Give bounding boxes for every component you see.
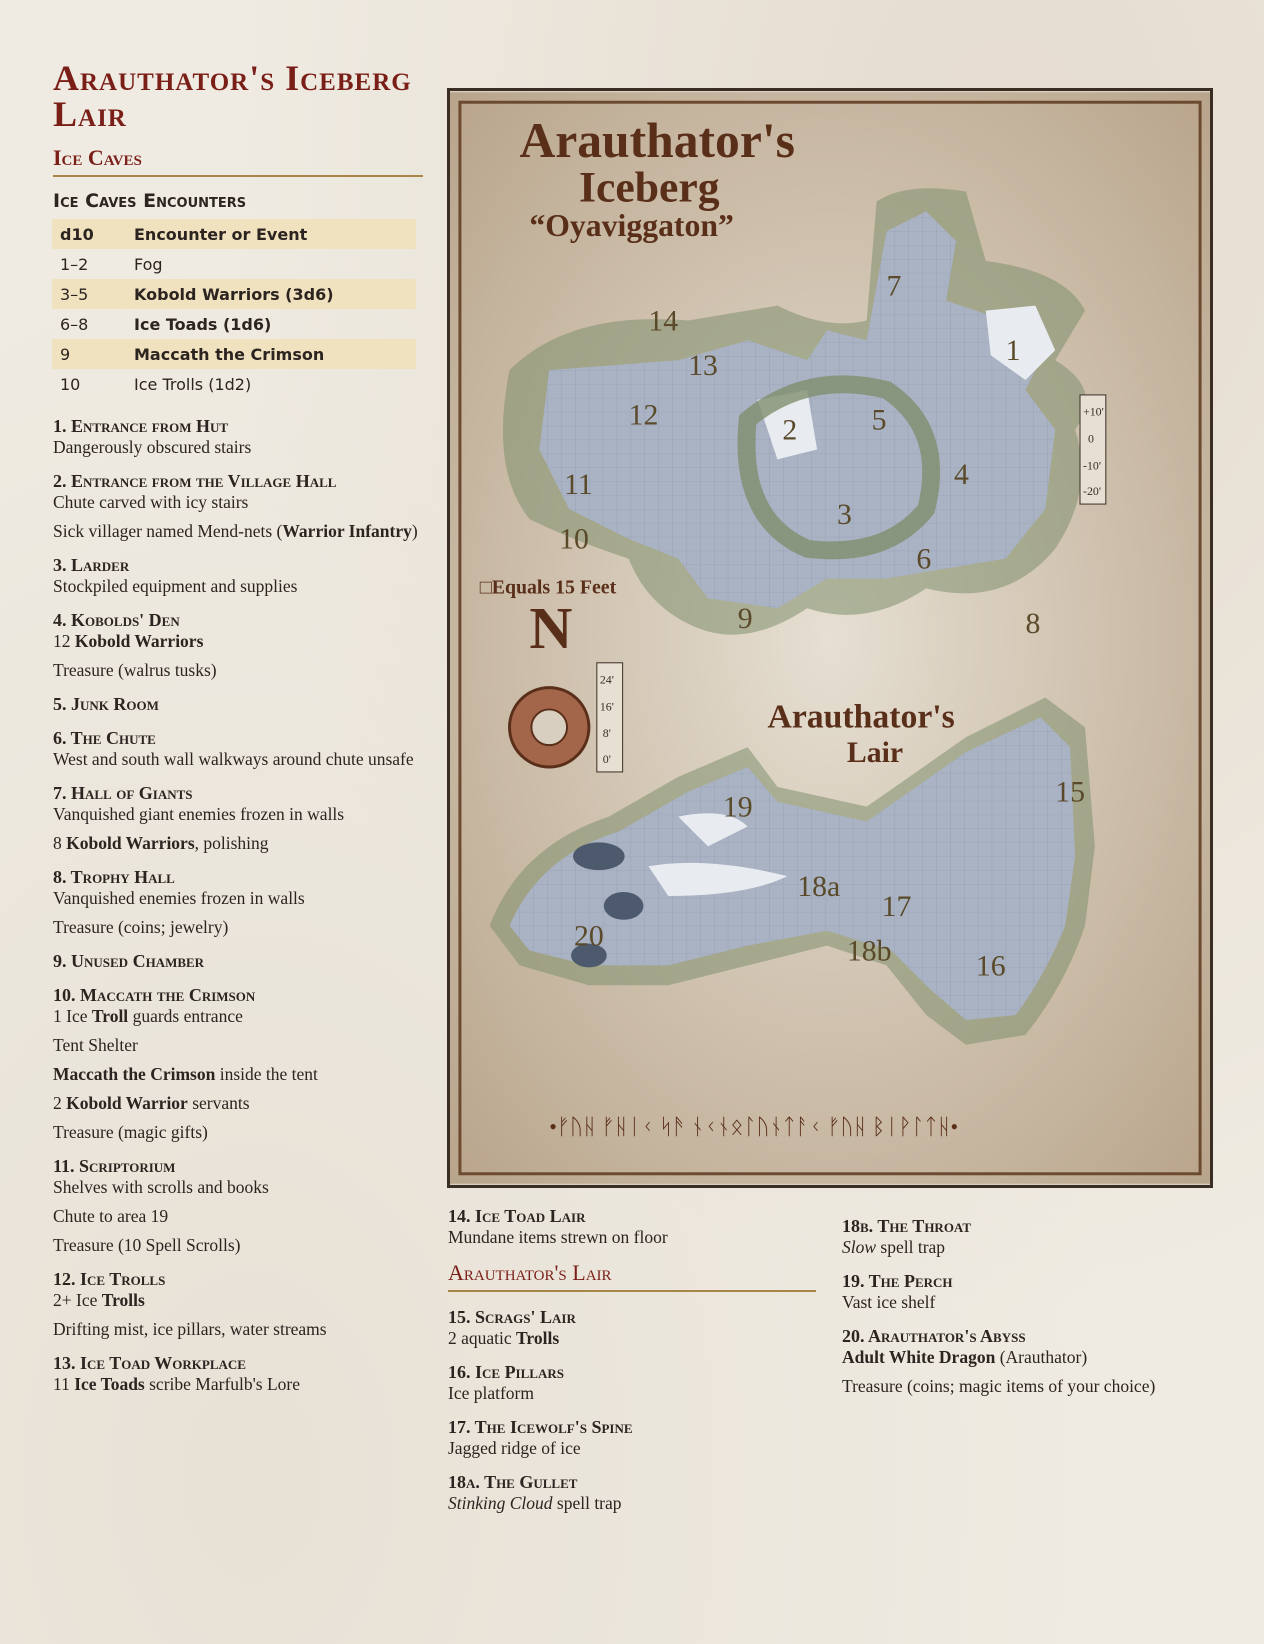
area-entry	[53, 415, 433, 458]
text-run: inside the tent	[215, 1064, 318, 1084]
area-heading: 18a. The Gullet	[448, 1472, 578, 1492]
table-header-row	[52, 219, 416, 249]
room-label: 20	[574, 919, 604, 953]
area-heading: 14. Ice Toad Lair	[448, 1206, 586, 1226]
room-label: 1	[1005, 334, 1021, 368]
area-heading: 11. Scriptorium	[53, 1156, 176, 1176]
area-detail	[53, 833, 433, 854]
area-entry	[53, 984, 433, 1143]
area-heading: 1. Entrance from Hut	[53, 416, 229, 436]
room-label: 14	[648, 304, 679, 338]
text-run: Chute to area 19	[53, 1206, 169, 1226]
area-entry	[53, 1268, 433, 1340]
lair-label-2: Lair	[846, 736, 904, 770]
room-label: 5	[871, 403, 887, 437]
area-detail	[53, 521, 433, 542]
table-header: Encounter or Event	[134, 224, 308, 244]
area-entry	[448, 1361, 820, 1404]
area-detail	[53, 631, 433, 652]
map-scale-note: □Equals 15 Feet	[479, 576, 617, 599]
compass-rose	[510, 688, 589, 767]
area-entries-ice-caves-cont	[448, 1205, 820, 1248]
room-label: 6	[916, 542, 932, 576]
area-heading: 10. Maccath the Crimson	[53, 985, 256, 1005]
area-entry	[448, 1205, 820, 1248]
emphasis-bold: Trolls	[516, 1328, 560, 1348]
area-heading: 3. Larder	[53, 555, 130, 575]
lair-label-1: Arauthator's	[767, 698, 955, 736]
emphasis-italic: Slow	[842, 1237, 877, 1257]
event-cell: Ice Toads (1d6)	[134, 314, 272, 334]
area-heading: 8. Trophy Hall	[53, 867, 175, 887]
area-entry	[53, 1352, 433, 1395]
area-detail	[53, 1235, 433, 1256]
area-heading: 13. Ice Toad Workplace	[53, 1353, 246, 1373]
text-run: Sick villager named Mend-nets (	[53, 521, 283, 541]
area-entry	[448, 1471, 820, 1514]
text-run: 2	[53, 1093, 67, 1113]
text-run: Treasure (walrus tusks)	[53, 660, 217, 680]
elevation-label: 8'	[602, 726, 611, 741]
emphasis-bold: Trolls	[101, 1290, 145, 1310]
area-entry	[842, 1325, 1242, 1397]
area-detail	[842, 1376, 1242, 1397]
map-title-line-2: Iceberg	[578, 163, 720, 212]
room-label: 17	[881, 889, 912, 923]
area-entry	[53, 866, 433, 938]
text-run: Ice platform	[448, 1383, 534, 1403]
text-run: Tent Shelter	[53, 1035, 138, 1055]
emphasis-bold: Kobold Warriors	[74, 631, 204, 651]
map-illustration	[450, 91, 1210, 1185]
area-heading: 12. Ice Trolls	[53, 1269, 166, 1289]
emphasis-italic: Stinking Cloud	[448, 1493, 553, 1513]
page-title: Arauthator's Iceberg Lair	[53, 58, 412, 134]
area-detail	[53, 576, 433, 597]
area-entry	[53, 470, 433, 542]
text-run: 11	[53, 1374, 75, 1394]
map-title-line-3: “Oyaviggaton”	[529, 208, 734, 244]
area-heading: 16. Ice Pillars	[448, 1362, 564, 1382]
area-heading: 15. Scrags' Lair	[448, 1307, 576, 1327]
elevation-label: 0	[1087, 431, 1094, 446]
table-header: d10	[60, 224, 94, 244]
room-label: 11	[564, 468, 593, 502]
area-detail	[448, 1328, 820, 1349]
room-label: 12	[628, 398, 659, 432]
area-detail	[53, 749, 433, 770]
area-heading: 9. Unused Chamber	[53, 951, 205, 971]
compass-north: N	[529, 594, 573, 661]
area-detail	[53, 1064, 433, 1085]
emphasis-bold: Troll	[91, 1006, 129, 1026]
room-label: 16	[975, 949, 1006, 983]
elevation-key-upper	[1080, 395, 1106, 504]
area-detail	[842, 1237, 1242, 1258]
text-run: , polishing	[194, 833, 269, 853]
area-detail	[448, 1227, 820, 1248]
area-entry	[448, 1306, 820, 1349]
text-run: spell trap	[876, 1237, 946, 1257]
room-label: 9	[737, 602, 753, 636]
emphasis-bold: Adult White Dragon	[842, 1347, 996, 1367]
area-detail	[448, 1383, 820, 1404]
text-run: Treasure (coins; magic items of your choice)	[842, 1376, 1156, 1396]
elevation-label: -10'	[1083, 458, 1102, 473]
section-heading-ice-caves: Ice Caves	[53, 145, 423, 177]
area-detail	[53, 492, 433, 513]
area-detail	[53, 888, 433, 909]
area-detail	[53, 1374, 433, 1395]
table-row	[52, 339, 416, 369]
text-run: )	[411, 521, 418, 541]
encounters-table	[52, 219, 416, 399]
area-heading: 19. The Perch	[842, 1271, 953, 1291]
text-run: 1 Ice	[53, 1006, 92, 1026]
area-heading: 20. Arauthator's Abyss	[842, 1326, 1026, 1346]
rune-border-text: •ᚠᚢᚺ ᚠᚺᛁᚲ ᛋᚫ ᚾᚲᚾᛟᛚᚢᚾᛏᚨᚲ ᚠᚢᚺ ᛒᛁᚹᛚᛏᚺ•	[549, 1115, 959, 1140]
table-row	[52, 249, 416, 279]
text-run: 2+ Ice	[53, 1290, 102, 1310]
area-detail	[53, 437, 433, 458]
text-run: (Arauthator)	[995, 1347, 1088, 1367]
event-cell: Fog	[134, 254, 163, 274]
table-row	[52, 309, 416, 339]
text-run: Jagged ridge of ice	[448, 1438, 581, 1458]
area-detail	[53, 1206, 433, 1227]
text-run: Chute carved with icy stairs	[53, 492, 249, 512]
column-two	[448, 1205, 820, 1526]
area-detail	[53, 1035, 433, 1056]
area-detail	[842, 1292, 1242, 1313]
roll-cell: 10	[60, 374, 81, 394]
room-label: 2	[782, 413, 798, 447]
area-heading: 18b. The Throat	[842, 1216, 972, 1236]
emphasis-bold: Ice Toads	[74, 1374, 145, 1394]
roll-cell: 9	[60, 344, 71, 364]
area-entry	[53, 782, 433, 854]
event-cell: Maccath the Crimson	[134, 344, 325, 364]
area-heading: 6. The Chute	[53, 728, 156, 748]
text-run: Stockpiled equipment and supplies	[53, 576, 298, 596]
area-detail	[53, 917, 433, 938]
area-detail	[53, 1290, 433, 1311]
area-detail	[53, 1177, 433, 1198]
emphasis-bold: Kobold Warriors	[66, 833, 195, 853]
roll-cell: 3–5	[60, 284, 89, 304]
room-label: 13	[688, 349, 718, 383]
text-run: guards entrance	[128, 1006, 243, 1026]
elevation-label: -20'	[1083, 484, 1102, 499]
area-heading: 5. Junk Room	[53, 694, 159, 714]
text-run: Treasure (coins; jewelry)	[53, 917, 229, 937]
column-three	[842, 1215, 1242, 1409]
area-detail	[448, 1493, 820, 1514]
text-run: spell trap	[552, 1493, 622, 1513]
area-entry	[448, 1416, 820, 1459]
elevation-label: 24'	[599, 672, 614, 687]
area-detail	[53, 1319, 433, 1340]
area-detail	[53, 804, 433, 825]
text-run: Treasure (magic gifts)	[53, 1122, 208, 1142]
area-heading: 2. Entrance from the Village Hall	[53, 471, 337, 491]
area-entry	[842, 1215, 1242, 1258]
emphasis-bold: Warrior Infantry	[282, 521, 412, 541]
area-detail	[53, 1093, 433, 1114]
table-row	[52, 369, 416, 399]
area-entries-ice-caves	[53, 415, 433, 1407]
text-run: Treasure (10 Spell Scrolls)	[53, 1235, 241, 1255]
area-entry	[53, 727, 433, 770]
area-entry	[53, 609, 433, 681]
text-run: Drifting mist, ice pillars, water streams	[53, 1319, 327, 1339]
emphasis-bold: Maccath the Crimson	[53, 1064, 216, 1084]
dungeon-map	[447, 88, 1213, 1188]
area-detail	[53, 1122, 433, 1143]
room-label: 7	[886, 269, 902, 303]
emphasis-bold: Kobold Warrior	[66, 1093, 188, 1113]
section-heading-arauthators-lair: Arauthator's Lair	[448, 1260, 816, 1292]
roll-cell: 1–2	[60, 254, 89, 274]
area-heading: 17. The Icewolf's Spine	[448, 1417, 633, 1437]
room-label: 4	[954, 458, 969, 492]
text-run: scribe Marfulb's Lore	[144, 1374, 301, 1394]
text-run: servants	[187, 1093, 250, 1113]
area-entries-lair	[448, 1306, 820, 1514]
area-detail	[53, 660, 433, 681]
room-label: 18a	[797, 869, 841, 903]
text-run: Dangerously obscured stairs	[53, 437, 252, 457]
text-run: 12	[53, 631, 75, 651]
text-run: Vast ice shelf	[842, 1292, 936, 1312]
area-detail	[842, 1347, 1242, 1368]
elevation-label: +10'	[1083, 404, 1104, 419]
roll-cell: 6–8	[60, 314, 89, 334]
area-entry	[53, 693, 433, 715]
encounters-table-title: Ice Caves Encounters	[53, 190, 247, 212]
room-label: 8	[1025, 607, 1041, 641]
room-label: 15	[1055, 775, 1085, 809]
area-detail	[53, 1006, 433, 1027]
room-label: 10	[559, 522, 589, 556]
elevation-label: 0'	[602, 752, 611, 767]
area-entry	[53, 554, 433, 597]
area-entry	[53, 1155, 433, 1256]
elevation-label: 16'	[599, 699, 614, 714]
map-title-line-1: Arauthator's	[519, 112, 795, 168]
event-cell: Ice Trolls (1d2)	[134, 374, 252, 394]
room-label: 3	[836, 497, 852, 531]
text-run: Mundane items strewn on floor	[448, 1227, 668, 1247]
text-run: Vanquished giant enemies frozen in walls	[53, 804, 345, 824]
area-heading: 7. Hall of Giants	[53, 783, 193, 803]
table-row	[52, 279, 416, 309]
area-detail	[448, 1438, 820, 1459]
area-heading: 4. Kobolds' Den	[53, 610, 180, 630]
room-label: 18b	[846, 934, 892, 968]
text-run: 2 aquatic	[448, 1328, 517, 1348]
text-run: West and south wall walkways around chute unsafe	[53, 749, 414, 769]
text-run: Shelves with scrolls and books	[53, 1177, 269, 1197]
text-run: Vanquished enemies frozen in walls	[53, 888, 305, 908]
room-label: 19	[722, 790, 753, 824]
area-entry	[842, 1270, 1242, 1313]
event-cell: Kobold Warriors (3d6)	[134, 284, 334, 304]
area-entry	[53, 950, 433, 972]
elevation-key-lower	[597, 663, 623, 772]
text-run: 8	[53, 833, 67, 853]
